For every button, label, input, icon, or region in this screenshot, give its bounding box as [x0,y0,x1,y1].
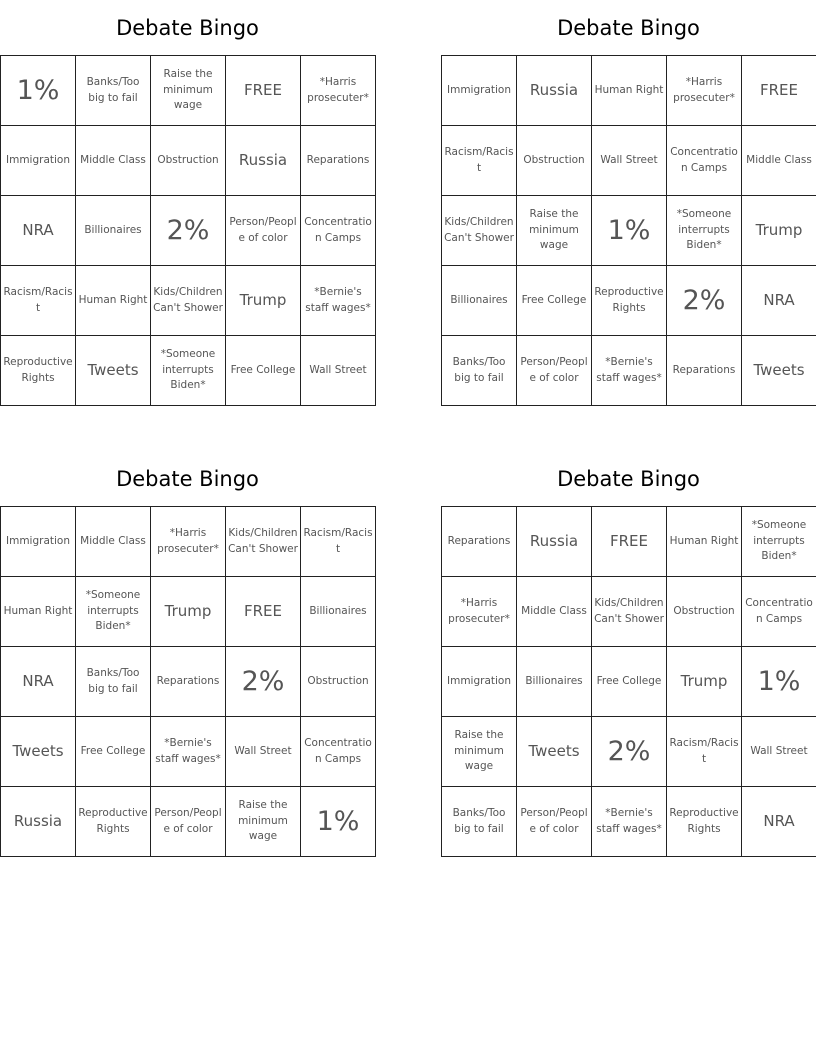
bingo-cell: Billionaires [442,266,517,336]
bingo-cell: Banks/Too big to fail [76,56,151,126]
bingo-cell: Obstruction [301,647,376,717]
bingo-row [1,647,376,717]
bingo-cell: 1% [1,56,76,126]
bingo-row [1,787,376,857]
bingo-card-1 [0,0,375,406]
bingo-cell: Trump [151,577,226,647]
bingo-cell: Free College [76,717,151,787]
bingo-cell: FREE [742,56,816,126]
bingo-cell: Raise the minimum wage [226,787,301,857]
bingo-cell: Middle Class [76,507,151,577]
bingo-grid [0,506,376,857]
bingo-cell: Free College [226,336,301,406]
bingo-cell: NRA [742,266,816,336]
bingo-cell: Wall Street [301,336,376,406]
bingo-cell: Person/People of color [226,196,301,266]
bingo-row [442,577,816,647]
bingo-cell: Banks/Too big to fail [442,787,517,857]
bingo-row [442,56,816,126]
bingo-cell: Banks/Too big to fail [76,647,151,717]
bingo-cell: Trump [742,196,816,266]
bingo-cell: NRA [1,196,76,266]
bingo-cell: Immigration [442,647,517,717]
bingo-row [442,336,816,406]
bingo-cell: Middle Class [517,577,592,647]
bingo-cell: Trump [226,266,301,336]
bingo-cell: Human Right [667,507,742,577]
bingo-cell: 2% [592,717,667,787]
bingo-cell: *Harris prosecuter* [151,507,226,577]
bingo-cell: Russia [1,787,76,857]
bingo-cell: Kids/Children Can't Shower [151,266,226,336]
bingo-cell: NRA [742,787,816,857]
bingo-cell: Free College [592,647,667,717]
bingo-card-2 [441,0,816,406]
bingo-cell: Wall Street [742,717,816,787]
bingo-cell: Billionaires [301,577,376,647]
bingo-cell: Concentration Camps [667,126,742,196]
bingo-cell: Immigration [1,126,76,196]
bingo-cell: Human Right [592,56,667,126]
bingo-cell: Obstruction [151,126,226,196]
bingo-row [442,717,816,787]
bingo-cell: Tweets [517,717,592,787]
bingo-cell: Concentration Camps [301,196,376,266]
bingo-grid [0,55,376,406]
bingo-row [442,787,816,857]
bingo-cell: Reproductive Rights [667,787,742,857]
bingo-cell: *Someone interrupts Biden* [151,336,226,406]
bingo-cell: Obstruction [517,126,592,196]
bingo-cell: Reparations [442,507,517,577]
bingo-row [1,336,376,406]
bingo-cell: *Someone interrupts Biden* [742,507,816,577]
bingo-cell: FREE [592,507,667,577]
bingo-cell: Middle Class [742,126,816,196]
bingo-cell: *Bernie's staff wages* [301,266,376,336]
bingo-row [442,647,816,717]
bingo-cell: Tweets [1,717,76,787]
bingo-cell: *Harris prosecuter* [442,577,517,647]
bingo-cell: Billionaires [76,196,151,266]
bingo-cell: 2% [226,647,301,717]
bingo-row [1,196,376,266]
bingo-cell: Russia [226,126,301,196]
bingo-cell: Wall Street [592,126,667,196]
bingo-cell: Reproductive Rights [592,266,667,336]
bingo-cell: Kids/Children Can't Shower [226,507,301,577]
bingo-cell: Tweets [76,336,151,406]
bingo-cell: Immigration [1,507,76,577]
bingo-cell: Person/People of color [517,336,592,406]
bingo-cell: Middle Class [76,126,151,196]
bingo-cell: *Harris prosecuter* [301,56,376,126]
bingo-cell: Kids/Children Can't Shower [592,577,667,647]
bingo-card-3 [0,451,375,857]
bingo-cell: Racism/Racist [442,126,517,196]
bingo-cell: Concentration Camps [742,577,816,647]
bingo-cell: Reproductive Rights [1,336,76,406]
bingo-cell: *Someone interrupts Biden* [667,196,742,266]
bingo-row [442,126,816,196]
bingo-cell: 1% [592,196,667,266]
bingo-cell: *Someone interrupts Biden* [76,577,151,647]
bingo-grid [441,506,816,857]
bingo-cell: Tweets [742,336,816,406]
bingo-row [442,507,816,577]
bingo-cell: Immigration [442,56,517,126]
bingo-card-4 [441,451,816,857]
bingo-cell: Concentration Camps [301,717,376,787]
bingo-cell: 1% [742,647,816,717]
bingo-cell: Billionaires [517,647,592,717]
bingo-cell: Raise the minimum wage [151,56,226,126]
bingo-cell: Reparations [151,647,226,717]
bingo-cell: Racism/Racist [301,507,376,577]
bingo-row [442,266,816,336]
bingo-row [1,56,376,126]
bingo-row [1,126,376,196]
bingo-cell: Reparations [667,336,742,406]
bingo-cell: Banks/Too big to fail [442,336,517,406]
card-title: Debate Bingo [116,467,259,491]
bingo-cell: NRA [1,647,76,717]
bingo-cell: Russia [517,56,592,126]
bingo-cell: Reproductive Rights [76,787,151,857]
bingo-cell: *Harris prosecuter* [667,56,742,126]
bingo-row [1,577,376,647]
bingo-cell: *Bernie's staff wages* [592,336,667,406]
bingo-cell: Human Right [76,266,151,336]
bingo-cell: FREE [226,577,301,647]
bingo-cell: Human Right [1,577,76,647]
bingo-cell: 1% [301,787,376,857]
card-title: Debate Bingo [557,16,700,40]
bingo-cell: Person/People of color [517,787,592,857]
bingo-cell: Racism/Racist [1,266,76,336]
bingo-cell: Free College [517,266,592,336]
bingo-cell: Kids/Children Can't Shower [442,196,517,266]
bingo-cell: Raise the minimum wage [517,196,592,266]
bingo-cell: Trump [667,647,742,717]
bingo-cell: *Bernie's staff wages* [151,717,226,787]
bingo-cell: Obstruction [667,577,742,647]
card-title: Debate Bingo [116,16,259,40]
bingo-cell: 2% [151,196,226,266]
bingo-cell: FREE [226,56,301,126]
bingo-cell: Reparations [301,126,376,196]
bingo-cell: Person/People of color [151,787,226,857]
bingo-cell: Russia [517,507,592,577]
bingo-row [1,266,376,336]
bingo-row [1,507,376,577]
bingo-cell: Racism/Racist [667,717,742,787]
bingo-grid [441,55,816,406]
bingo-cell: Raise the minimum wage [442,717,517,787]
bingo-row [1,717,376,787]
bingo-cell: Wall Street [226,717,301,787]
bingo-cell: 2% [667,266,742,336]
card-title: Debate Bingo [557,467,700,491]
bingo-row [442,196,816,266]
bingo-cell: *Bernie's staff wages* [592,787,667,857]
